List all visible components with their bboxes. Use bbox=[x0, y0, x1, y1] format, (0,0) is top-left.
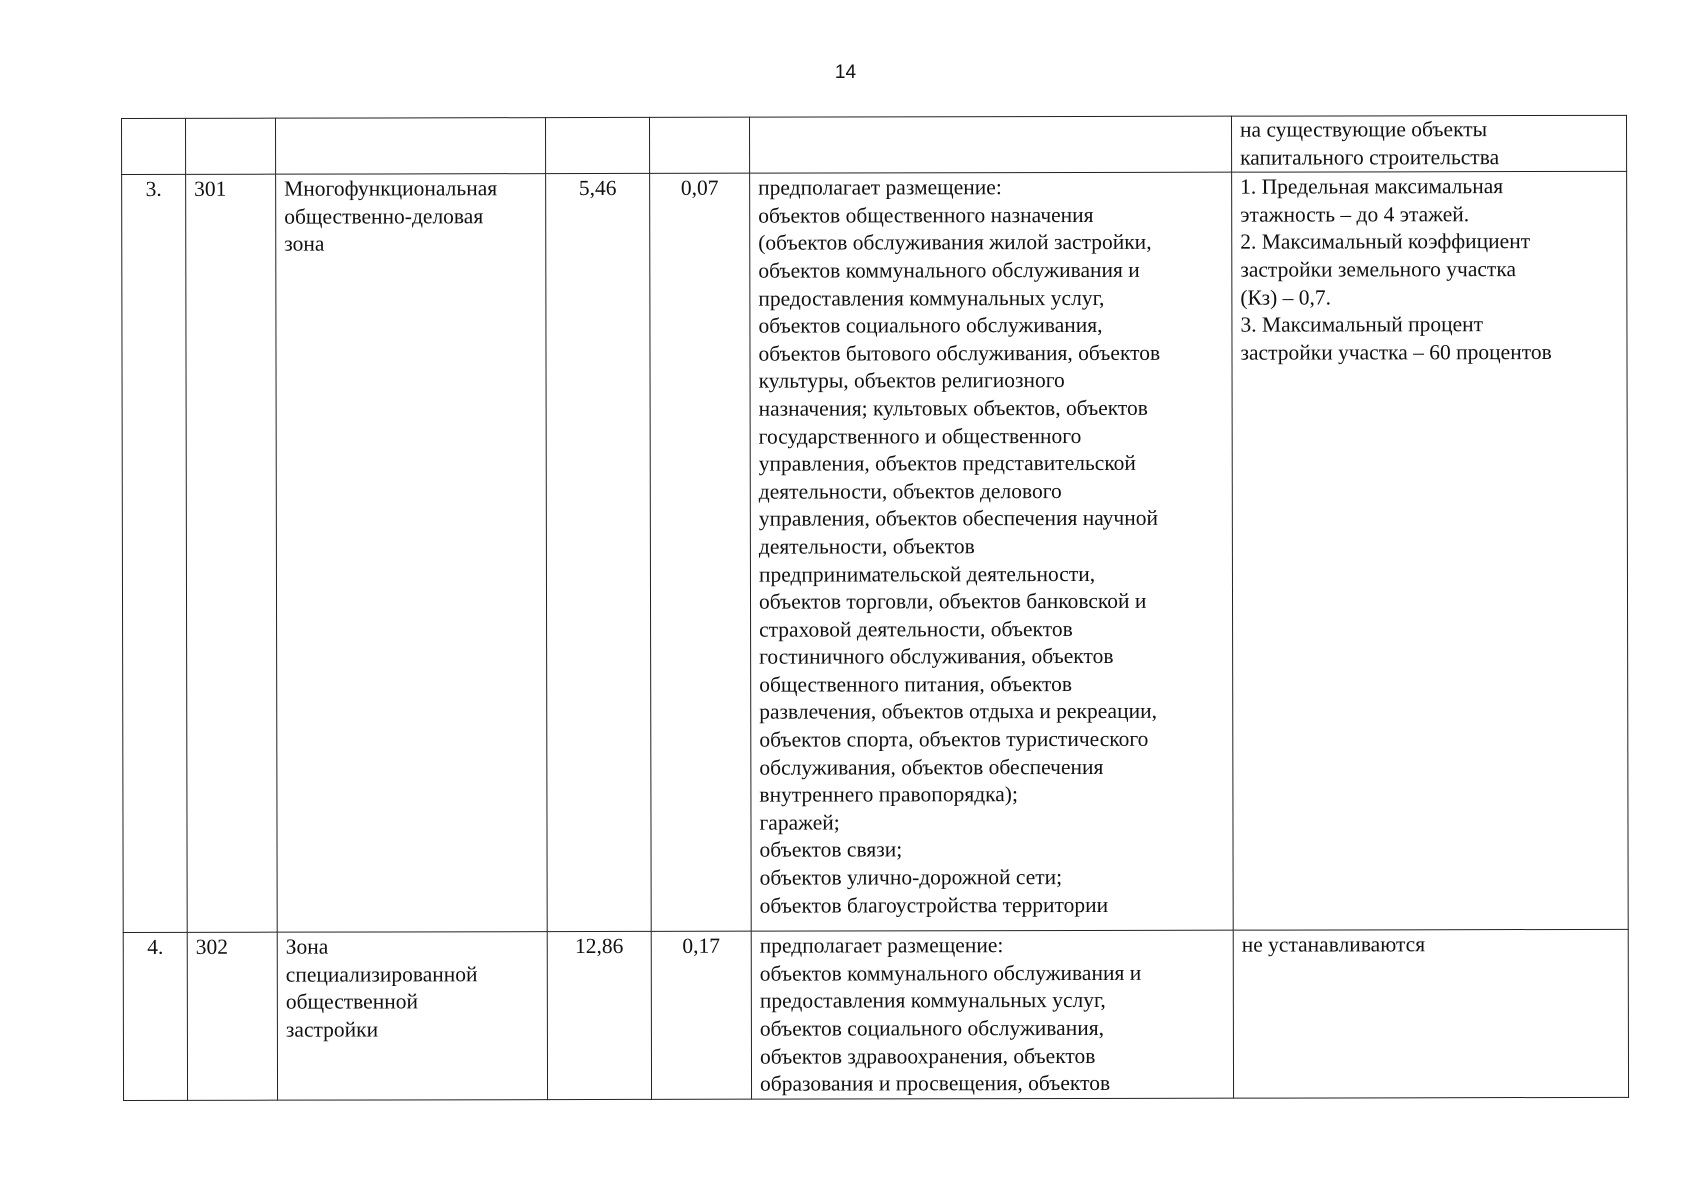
description-line: предоставления коммунальных услуг, bbox=[758, 285, 1105, 311]
description-line: обслуживания, объектов обеспечения bbox=[759, 754, 1104, 780]
description-line: культуры, объектов религиозного bbox=[758, 368, 1065, 394]
description-line: объектов благоустройства территории bbox=[759, 892, 1109, 918]
zone-name-line: зона bbox=[284, 231, 325, 257]
cell-zone bbox=[277, 932, 547, 1101]
description-line: объектов спорта, объектов туристического bbox=[759, 726, 1149, 752]
description-line: страховой деятельности, объектов bbox=[759, 616, 1073, 642]
description-line: государственного и общественного bbox=[758, 423, 1082, 449]
description-line: предоставления коммунальных услуг, bbox=[759, 988, 1106, 1014]
cell-zone bbox=[276, 118, 546, 175]
cell-index: 3. bbox=[122, 175, 188, 933]
cell-description bbox=[750, 172, 1234, 931]
description-line: внутреннего правопорядка); bbox=[759, 782, 1018, 807]
description-line: объектов связи; bbox=[759, 837, 903, 863]
description-line: (объектов обслуживания жилой застройки, bbox=[758, 230, 1152, 256]
zones-table bbox=[121, 115, 1629, 1101]
cell-share: 0,17 bbox=[651, 931, 751, 1099]
table-row-continuation bbox=[122, 115, 1627, 174]
zone-name-line: застройки bbox=[285, 1017, 379, 1042]
description-line: деятельности, объектов делового bbox=[758, 478, 1062, 504]
limits-line: 3. Максимальный процент bbox=[1240, 312, 1484, 337]
description-line: управления, объектов представительской bbox=[758, 451, 1136, 476]
cell-index: 4. bbox=[123, 933, 187, 1101]
description-line: объектов социального обслуживания, bbox=[759, 1015, 1105, 1041]
description-line: объектов коммунального обслуживания и bbox=[759, 960, 1142, 986]
table-row-zone-302 bbox=[123, 930, 1628, 1101]
limits-line: застройки участка – 60 процентов bbox=[1240, 339, 1552, 365]
limits-line: застройки земельного участка bbox=[1240, 257, 1517, 282]
description-line: объектов здравоохранения, объектов bbox=[759, 1043, 1096, 1069]
description-line: образования и просвещения, объектов bbox=[759, 1071, 1111, 1096]
zone-name-line: Многофункциональная bbox=[284, 176, 498, 201]
description-line: объектов социального обслуживания, bbox=[758, 313, 1103, 338]
limits-line: (Кз) – 0,7. bbox=[1240, 285, 1332, 310]
description-line: объектов торговли, объектов банковской и bbox=[758, 588, 1147, 614]
description-line: гаражей; bbox=[759, 810, 840, 835]
zone-name-line: специализированной bbox=[285, 962, 478, 987]
description-line: объектов коммунального обслуживания и bbox=[758, 257, 1140, 283]
page-number: 14 bbox=[834, 62, 857, 83]
limits-line: капитального строительства bbox=[1240, 144, 1500, 170]
description-line: объектов бытового обслуживания, объектов bbox=[758, 340, 1161, 366]
zone-name-line: Зона bbox=[285, 934, 329, 959]
description-line: деятельности, объектов bbox=[758, 534, 975, 559]
cell-zone bbox=[276, 174, 548, 933]
cell-code: 302 bbox=[187, 932, 277, 1100]
description-line: развлечения, объектов отдыха и рекреации, bbox=[759, 699, 1157, 725]
cell-index bbox=[122, 118, 186, 174]
cell-share: 0,07 bbox=[650, 173, 752, 931]
cell-code: 301 bbox=[186, 174, 278, 932]
cell-description bbox=[749, 116, 1231, 173]
cell-code bbox=[186, 118, 276, 174]
limits-line: этажность – до 4 этажей. bbox=[1240, 201, 1470, 227]
zone-name-line: общественной bbox=[285, 989, 418, 1015]
limits-line: 2. Максимальный коэффициент bbox=[1240, 229, 1531, 255]
cell-limits bbox=[1233, 930, 1628, 1099]
description-line: управления, объектов обеспечения научной bbox=[758, 506, 1159, 531]
description-line: гостиничного обслуживания, объектов bbox=[759, 644, 1114, 669]
description-line: предполагает размещение: bbox=[759, 933, 1004, 958]
table-row-zone-301 bbox=[122, 172, 1629, 933]
description-line: назначения; культовых объектов, объектов bbox=[758, 395, 1148, 421]
limits-line: на существующие объекты bbox=[1240, 117, 1488, 142]
description-line: объектов общественного назначения bbox=[758, 202, 1094, 228]
cell-limits bbox=[1232, 172, 1629, 931]
cell-area: 5,46 bbox=[546, 174, 652, 932]
description-line: предполагает размещение: bbox=[758, 175, 1002, 200]
cell-area: 12,86 bbox=[547, 932, 651, 1100]
limits-line: не устанавливаются bbox=[1241, 932, 1426, 957]
zone-name-line: общественно-деловая bbox=[284, 204, 484, 229]
cell-limits bbox=[1231, 115, 1626, 172]
limits-line: 1. Предельная максимальная bbox=[1240, 174, 1504, 199]
description-line: общественного питания, объектов bbox=[759, 671, 1073, 697]
description-line: предпринимательской деятельности, bbox=[758, 561, 1096, 587]
cell-description bbox=[751, 930, 1233, 1099]
cell-share bbox=[649, 117, 749, 173]
description-line: объектов улично-дорожной сети; bbox=[759, 865, 1063, 890]
cell-area bbox=[546, 117, 650, 173]
